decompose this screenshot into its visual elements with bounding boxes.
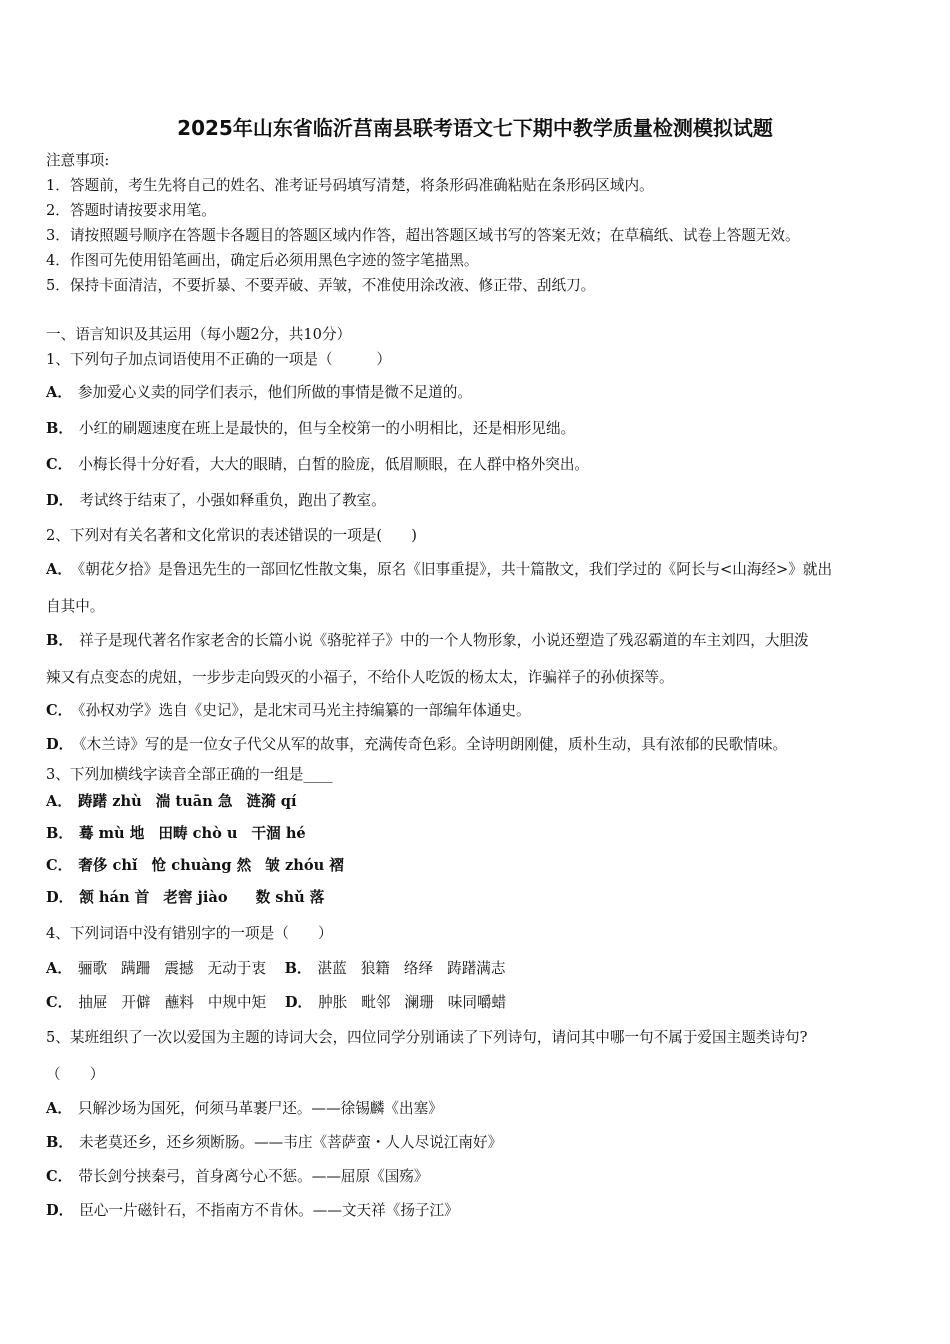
option-label: B． bbox=[46, 632, 73, 649]
question-4-options-ab bbox=[46, 960, 506, 978]
option-text: 小梅长得十分好看，大大的眼睛，白皙的脸庞，低眉顺眼，在人群中格外突出。 bbox=[78, 456, 590, 473]
option-label: C． bbox=[46, 702, 73, 719]
option-word: 老窖 jiào bbox=[163, 889, 228, 906]
notice-item-1: 1．答题前，考生先将自己的姓名、准考证号码填写清楚，将条形码准确粘贴在条形码区域内。 bbox=[46, 177, 654, 194]
question-3-option-a bbox=[46, 793, 297, 811]
option-label: C． bbox=[46, 1168, 73, 1185]
notice-item-2: 2．答题时请按要求用笔。 bbox=[46, 202, 216, 219]
option-label: B． bbox=[46, 420, 73, 437]
option-word: 皱 zhóu 褶 bbox=[265, 857, 344, 874]
question-3-option-c bbox=[46, 857, 344, 875]
question-3-option-b bbox=[46, 825, 306, 843]
question-1-option-a bbox=[46, 384, 472, 402]
option-label: C． bbox=[46, 994, 73, 1011]
question-2-option-b bbox=[46, 632, 809, 650]
option-word: 干涸 hé bbox=[251, 825, 306, 842]
question-1-option-d bbox=[46, 492, 386, 510]
option-word: 踌躇满志 bbox=[447, 960, 506, 977]
option-label: D． bbox=[46, 492, 74, 509]
section-heading: 一、语言知识及其运用（每小题2分，共10分） bbox=[46, 326, 352, 343]
question-5-stem: 5、某班组织了一次以爱国为主题的诗词大会，四位同学分别诵读了下列诗句，请问其中哪一句不属于爱国主题类诗句? bbox=[46, 1029, 808, 1046]
question-5-paren: （ ） bbox=[46, 1066, 105, 1083]
option-word: 无动于衷 bbox=[207, 960, 266, 977]
option-word: 蓦 mù 地 bbox=[78, 825, 145, 842]
question-2-option-b-cont: 辣又有点变态的虎妞，一步步走向毁灭的小福子，不给仆人吃饭的杨太太，诈骗祥子的孙侦探等。 bbox=[46, 669, 674, 686]
option-word: 中规中矩 bbox=[207, 994, 267, 1011]
option-word: 毗邻 bbox=[361, 994, 391, 1011]
option-label: D． bbox=[46, 889, 74, 906]
option-text: 《孙权劝学》选自《史记》，是北宋司马光主持编纂的一部编年体通史。 bbox=[78, 702, 531, 719]
option-label: D． bbox=[46, 736, 74, 753]
question-3-stem: 3、下列加横线字读音全部正确的一组是____ bbox=[46, 766, 333, 783]
option-label: D． bbox=[284, 994, 313, 1011]
question-4-options-cd bbox=[46, 994, 506, 1012]
option-word: 蘸料 bbox=[164, 994, 194, 1011]
option-label: D． bbox=[46, 1202, 74, 1219]
notice-heading: 注意事项: bbox=[46, 152, 110, 169]
option-word: 数 shǔ 落 bbox=[255, 889, 325, 906]
question-3-option-d bbox=[46, 889, 324, 907]
option-word: 涟漪 qí bbox=[246, 793, 297, 810]
option-label: A． bbox=[46, 960, 72, 977]
option-word: 颔 hán 首 bbox=[79, 889, 150, 906]
option-text: 参加爱心义卖的同学们表示，他们所做的事情是微不足道的。 bbox=[77, 384, 472, 401]
option-text: 考试终于结束了，小强如释重负，跑出了教室。 bbox=[79, 492, 386, 509]
option-label: B． bbox=[284, 960, 312, 977]
question-2-option-a-cont: 自其中。 bbox=[46, 598, 105, 615]
option-label: B． bbox=[46, 825, 73, 842]
option-text: 《朝花夕拾》是鲁迅先生的一部回忆性散文集，原名《旧事重提》，共十篇散文，我们学过的《阿长与<山海经>》就出 bbox=[77, 561, 833, 578]
option-text: 《木兰诗》写的是一位女子代父从军的故事，充满传奇色彩。全诗明朗刚健，质朴生动，具有浓郁的民歌情味。 bbox=[79, 736, 788, 753]
option-word: 踌躇 zhù bbox=[77, 793, 142, 810]
question-5-option-a bbox=[46, 1100, 443, 1118]
question-5-option-d bbox=[46, 1202, 459, 1220]
option-word: 络绎 bbox=[403, 960, 434, 977]
option-label: A． bbox=[46, 793, 72, 810]
option-text: 只解沙场为国死，何须马革裹尸还。——徐锡麟《出塞》 bbox=[77, 1100, 443, 1117]
option-word: 湛蓝 bbox=[317, 960, 347, 977]
option-word: 澜珊 bbox=[404, 994, 434, 1011]
page-title: 2025年山东省临沂莒南县联考语文七下期中教学质量检测模拟试题 bbox=[177, 116, 773, 140]
option-label: A． bbox=[46, 561, 72, 578]
option-label: C． bbox=[46, 456, 73, 473]
notice-item-5: 5．保持卡面清洁，不要折暴、不要弄破、弄皱，不准使用涂改液、修正带、刮纸刀。 bbox=[46, 277, 596, 294]
option-text: 带长剑兮挟秦弓，首身离兮心不惩。——屈原《国殇》 bbox=[78, 1168, 429, 1185]
option-text: 臣心一片磁针石，不指南方不肯休。——文天祥《扬子江》 bbox=[79, 1202, 459, 1219]
question-2-option-c bbox=[46, 702, 531, 720]
option-word: 抽屉 bbox=[78, 994, 108, 1011]
option-label: C． bbox=[46, 857, 73, 874]
option-word: 蹒跚 bbox=[121, 960, 151, 977]
option-label: B． bbox=[46, 1134, 73, 1151]
option-text: 祥子是现代著名作家老舍的长篇小说《骆驼祥子》中的一个人物形象，小说还塑造了残忍霸道的车主刘四，大胆泼 bbox=[78, 632, 809, 649]
question-2-stem: 2、下列对有关名著和文化常识的表述错误的一项是( ) bbox=[46, 527, 417, 544]
question-5-option-b bbox=[46, 1134, 502, 1152]
question-2-option-a bbox=[46, 561, 832, 579]
option-label: A． bbox=[46, 384, 72, 401]
question-1-option-b bbox=[46, 420, 575, 438]
option-label: A． bbox=[46, 1100, 72, 1117]
option-word: 怆 chuàng 然 bbox=[151, 857, 252, 874]
option-word: 味同嚼蜡 bbox=[447, 994, 507, 1011]
option-word: 湍 tuān 急 bbox=[155, 793, 233, 810]
option-word: 肿胀 bbox=[318, 994, 348, 1011]
option-word: 震撼 bbox=[164, 960, 194, 977]
option-text: 小红的刷题速度在班上是最快的，但与全校第一的小明相比，还是相形见绌。 bbox=[78, 420, 576, 437]
option-word: 田畴 chò u bbox=[158, 825, 238, 842]
question-1-option-c bbox=[46, 456, 589, 474]
question-2-option-d bbox=[46, 736, 787, 754]
option-word: 狼籍 bbox=[360, 960, 390, 977]
question-4-stem: 4、下列词语中没有错别字的一项是（ ） bbox=[46, 925, 333, 942]
option-text: 未老莫还乡，还乡须断肠。——韦庄《菩萨蛮・人人尽说江南好》 bbox=[78, 1134, 503, 1151]
question-1-stem: 1、下列句子加点词语使用不正确的一项是（ ） bbox=[46, 351, 391, 368]
option-word: 骊歌 bbox=[77, 960, 108, 977]
option-word: 奢侈 chǐ bbox=[78, 857, 138, 874]
question-5-option-c bbox=[46, 1168, 428, 1186]
notice-item-3: 3．请按照题号顺序在答题卡各题目的答题区域内作答，超出答题区域书写的答案无效；在草稿纸、试卷上答题无效。 bbox=[46, 227, 800, 244]
notice-item-4: 4．作图可先使用铅笔画出，确定后必须用黑色字迹的签字笔描黑。 bbox=[46, 252, 479, 269]
option-word: 开僻 bbox=[121, 994, 151, 1011]
